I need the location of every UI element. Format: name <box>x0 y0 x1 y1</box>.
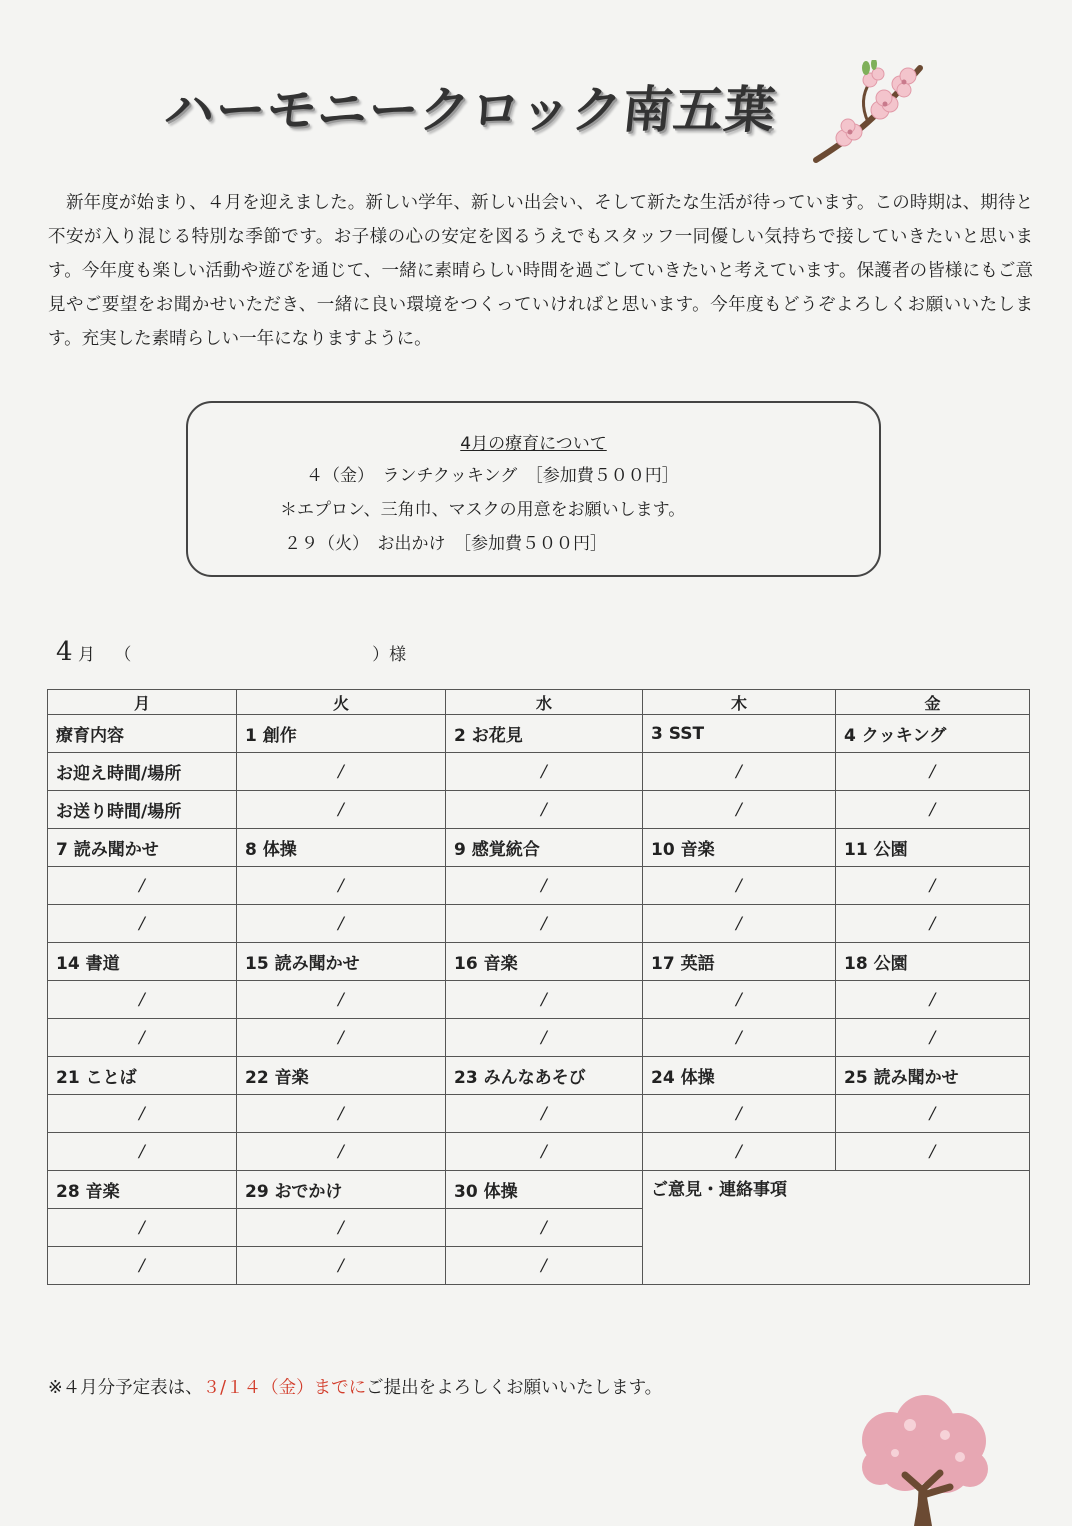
notice-box <box>186 401 881 577</box>
pickup-time-field[interactable]: / <box>237 1209 446 1247</box>
row-label-activity: 療育内容 <box>48 715 237 753</box>
day-cell: 29 おでかけ <box>237 1171 446 1209</box>
day-cell: 16 音楽 <box>446 943 643 981</box>
pickup-time-field[interactable]: / <box>643 1095 836 1133</box>
day-cell: 4 クッキング <box>836 715 1030 753</box>
pickup-time-field[interactable]: / <box>237 753 446 791</box>
dropoff-time-field[interactable]: / <box>446 1133 643 1171</box>
table-row <box>48 829 1030 867</box>
deadline-prefix: ※４月分予定表は、 <box>48 1378 203 1398</box>
dropoff-time-field[interactable]: / <box>643 1133 836 1171</box>
month-name-line <box>56 637 406 667</box>
deadline-suffix: ご提出をよろしくお願いいたします。 <box>366 1378 663 1398</box>
table-row <box>48 1057 1030 1095</box>
page-title: ハーモニークロック南五葉 <box>161 81 779 139</box>
dropoff-time-field[interactable]: / <box>237 1247 446 1285</box>
day-cell: 14 書道 <box>48 943 237 981</box>
pickup-time-field[interactable]: / <box>48 867 237 905</box>
dropoff-time-field[interactable]: / <box>48 1133 237 1171</box>
pickup-time-field[interactable]: / <box>643 981 836 1019</box>
day-cell: 24 体操 <box>643 1057 836 1095</box>
day-cell: 21 ことば <box>48 1057 237 1095</box>
day-cell: 11 公園 <box>836 829 1030 867</box>
dropoff-time-field[interactable]: / <box>48 1019 237 1057</box>
table-row <box>48 1019 1030 1057</box>
name-open-paren: （ <box>114 645 132 665</box>
notice-line-items: ＊エプロン、三角巾、マスクの用意をお願いします。 <box>280 500 686 520</box>
pickup-time-field[interactable]: / <box>237 981 446 1019</box>
pickup-time-field[interactable]: / <box>48 981 237 1019</box>
table-row <box>48 981 1030 1019</box>
day-cell: 22 音楽 <box>237 1057 446 1095</box>
pickup-time-field[interactable]: / <box>836 753 1030 791</box>
table-row <box>48 1133 1030 1171</box>
month-unit: 月 <box>77 645 95 665</box>
dropoff-time-field[interactable]: / <box>48 1247 237 1285</box>
table-row <box>48 715 1030 753</box>
deadline-date: ３/１４（金）までに <box>202 1378 367 1398</box>
table-row <box>48 905 1030 943</box>
pickup-time-field[interactable]: / <box>446 1095 643 1133</box>
weekday-header-row <box>48 690 1030 715</box>
pickup-time-field[interactable]: / <box>446 753 643 791</box>
dropoff-time-field[interactable]: / <box>237 1019 446 1057</box>
comments-field[interactable] <box>643 1171 1030 1285</box>
pickup-time-field[interactable]: / <box>237 1095 446 1133</box>
comments-label: ご意見・連絡事項 <box>651 1180 787 1200</box>
day-cell: 28 音楽 <box>48 1171 237 1209</box>
pickup-time-field[interactable]: / <box>836 1095 1030 1133</box>
row-label-pickup: お迎え時間/場所 <box>48 753 237 791</box>
schedule-calendar <box>47 689 1030 1285</box>
cherry-tree-icon <box>850 1395 995 1526</box>
day-cell: 3 SST <box>643 715 836 753</box>
notice-title: 4月の療育について <box>460 434 607 454</box>
pickup-time-field[interactable]: / <box>237 867 446 905</box>
day-cell: 30 体操 <box>446 1171 643 1209</box>
day-cell: 18 公園 <box>836 943 1030 981</box>
dropoff-time-field[interactable]: / <box>237 905 446 943</box>
pickup-time-field[interactable]: / <box>836 867 1030 905</box>
table-row <box>48 1095 1030 1133</box>
day-cell: 2 お花見 <box>446 715 643 753</box>
weekday-thu: 木 <box>643 690 836 715</box>
intro-paragraph: 新年度が始まり、４月を迎えました。新しい学年、新しい出会い、そして新たな生活が待っています。この時期は、期待と不安が入り混じる特別な季節です。お子様の心の安定を図るうえでもスタッフ一同優しい気持ちで接していきたいと思います。今年度も楽しい活動や遊びを通じて、一緒に素晴らしい時間を過ごしていきたいと考えています。保護者の皆様にもご意見やご要望をお聞かせいただき、一緒に良い環境をつくっていければと思います。今年度もどうぞよろしくお願いいたします。充実した素晴らしい一年になりますように。 <box>48 193 1033 349</box>
row-label-dropoff: お送り時間/場所 <box>48 791 237 829</box>
day-cell: 7 読み聞かせ <box>48 829 237 867</box>
dropoff-time-field[interactable]: / <box>446 1247 643 1285</box>
pickup-time-field[interactable]: / <box>643 867 836 905</box>
weekday-tue: 火 <box>237 690 446 715</box>
dropoff-time-field[interactable]: / <box>836 905 1030 943</box>
day-cell: 23 みんなあそび <box>446 1057 643 1095</box>
dropoff-time-field[interactable]: / <box>446 791 643 829</box>
day-cell: 1 創作 <box>237 715 446 753</box>
day-cell: 25 読み聞かせ <box>836 1057 1030 1095</box>
day-cell: 9 感覚統合 <box>446 829 643 867</box>
dropoff-time-field[interactable]: / <box>836 1019 1030 1057</box>
pickup-time-field[interactable]: / <box>48 1209 237 1247</box>
dropoff-time-field[interactable]: / <box>643 905 836 943</box>
day-cell: 17 英語 <box>643 943 836 981</box>
table-row <box>48 943 1030 981</box>
pickup-time-field[interactable]: / <box>446 981 643 1019</box>
pickup-time-field[interactable]: / <box>836 981 1030 1019</box>
day-cell: 10 音楽 <box>643 829 836 867</box>
submission-deadline-note <box>48 1374 662 1399</box>
table-row <box>48 867 1030 905</box>
day-cell: 15 読み聞かせ <box>237 943 446 981</box>
dropoff-time-field[interactable]: / <box>237 791 446 829</box>
table-row <box>48 753 1030 791</box>
dropoff-time-field[interactable]: / <box>237 1133 446 1171</box>
cherry-blossom-branch-icon <box>808 60 928 170</box>
notice-line-outing: ２９（火） お出かけ ［参加費５００円］ <box>284 534 607 554</box>
weekday-mon: 月 <box>48 690 237 715</box>
pickup-time-field[interactable]: / <box>643 753 836 791</box>
pickup-time-field[interactable]: / <box>446 1209 643 1247</box>
dropoff-time-field[interactable]: / <box>446 905 643 943</box>
dropoff-time-field[interactable]: / <box>446 1019 643 1057</box>
weekday-wed: 水 <box>446 690 643 715</box>
pickup-time-field[interactable]: / <box>446 867 643 905</box>
notice-line-cooking: ４（金） ランチクッキング ［参加費５００円］ <box>306 466 679 486</box>
name-close-paren: ）様 <box>372 645 407 665</box>
weekday-fri: 金 <box>836 690 1030 715</box>
dropoff-time-field[interactable]: / <box>643 791 836 829</box>
dropoff-time-field[interactable]: / <box>836 791 1030 829</box>
dropoff-time-field[interactable]: / <box>836 1133 1030 1171</box>
table-row <box>48 791 1030 829</box>
dropoff-time-field[interactable]: / <box>48 905 237 943</box>
table-row <box>48 1171 1030 1209</box>
day-cell: 8 体操 <box>237 829 446 867</box>
dropoff-time-field[interactable]: / <box>643 1019 836 1057</box>
pickup-time-field[interactable]: / <box>48 1095 237 1133</box>
month-number: 4 <box>56 637 73 667</box>
